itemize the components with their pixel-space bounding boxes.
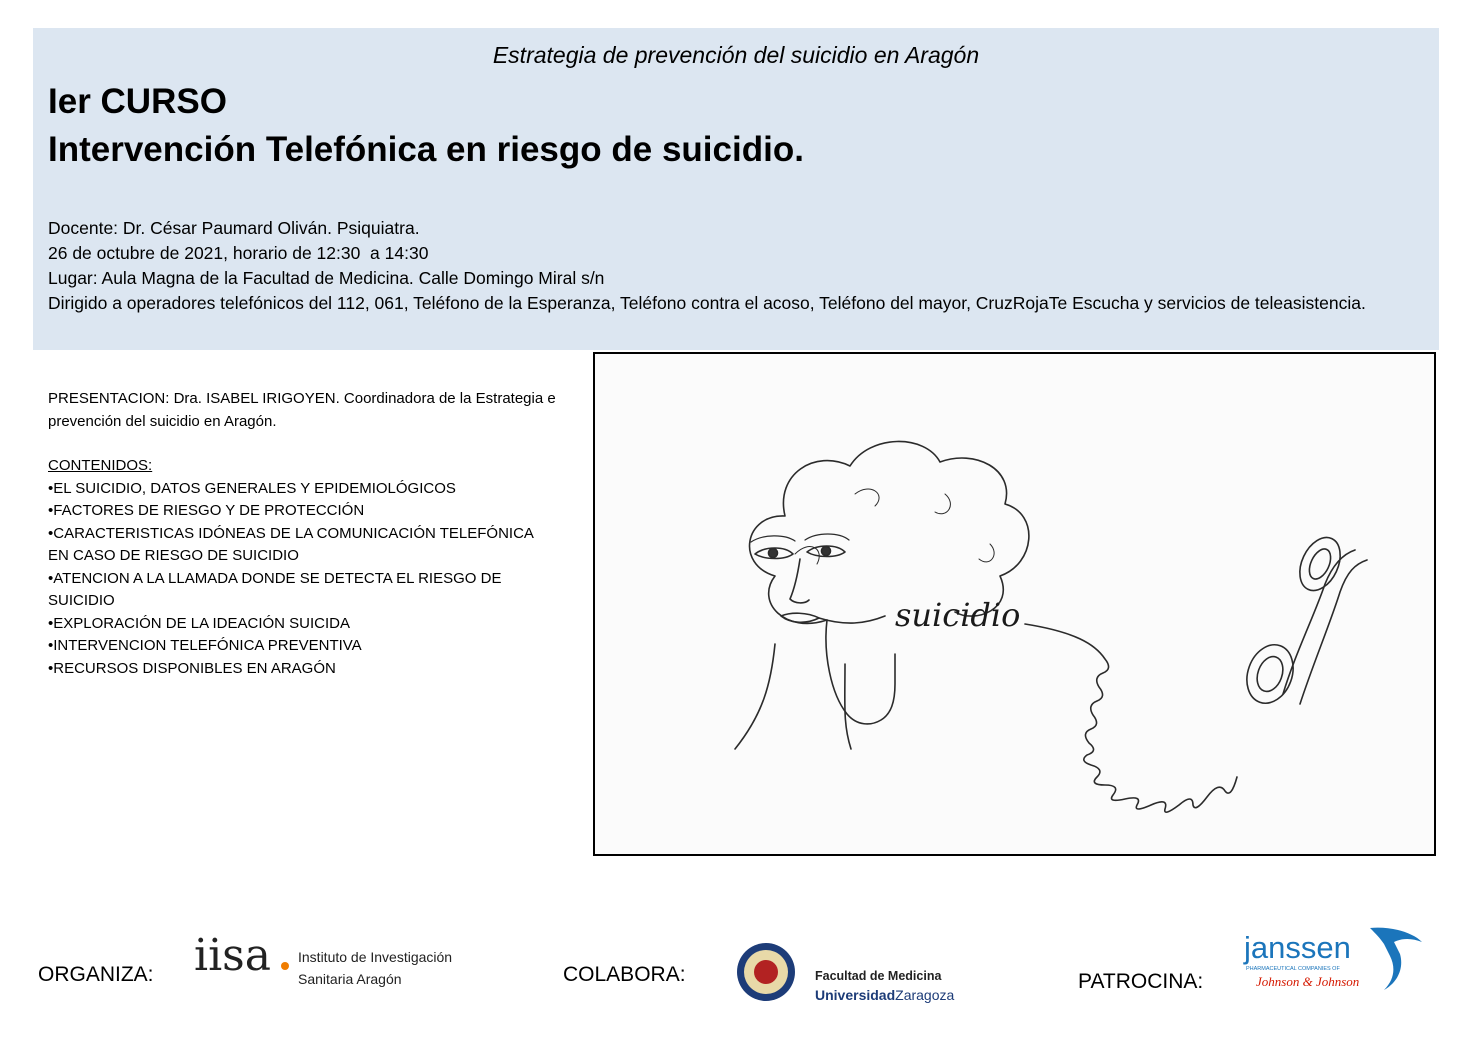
unizar-logo-mark <box>735 940 980 1004</box>
detail-date: 26 de octubre de 2021, horario de 12:30 a 14:30 <box>48 243 429 263</box>
neck <box>735 644 851 749</box>
contents-item: • FACTORES DE RIESGO Y DE PROTECCIÓN <box>48 500 558 523</box>
contents-item: • CARACTERISTICAS IDÓNEAS DE LA COMUNICACIÓN TELEFÓNICA EN CASO DE RIESGO DE SUICIDIO <box>48 523 558 568</box>
janssen-logo <box>1240 924 1430 996</box>
course-title <box>48 78 804 174</box>
mouth <box>781 613 819 622</box>
detail-audience: Dirigido a operadores telefónicos del 112, 061, Teléfono de la Esperanza, Teléfono contra el acoso, Teléfono del mayor, CruzRojaTe Escucha y servicios de teleasistencia. <box>48 293 1366 313</box>
program-section <box>48 388 558 680</box>
course-details <box>48 216 1418 316</box>
face-outline <box>826 620 895 724</box>
janssen-logo-mark <box>1240 924 1430 996</box>
contents-item: • EXPLORACIÓN DE LA IDEACIÓN SUICIDA <box>48 613 558 636</box>
illustration-word: suicidio <box>895 596 1021 634</box>
drawing-svg <box>595 354 1434 854</box>
course-title-line2: Intervención Telefónica en riesgo de suicidio. <box>48 130 804 169</box>
contents-item: • ATENCION A LA LLAMADA DONDE SE DETECTA EL RIESGO DE SUICIDIO <box>48 568 558 613</box>
contents-heading: CONTENIDOS: <box>48 457 153 474</box>
cord-start <box>819 616 885 623</box>
nose <box>790 559 809 603</box>
svg-text:iisa: iisa <box>194 930 271 981</box>
svg-text:Sanitaria Aragón: Sanitaria Aragón <box>298 971 402 987</box>
coiled-cord <box>1025 624 1237 812</box>
contents-item: • RECURSOS DISPONIBLES EN ARAGÓN <box>48 658 558 681</box>
detail-location: Lugar: Aula Magna de la Facultad de Medicina. Calle Domingo Miral s/n <box>48 268 605 288</box>
strategy-subtitle: Estrategia de prevención del suicidio en Aragón <box>492 42 980 68</box>
svg-text:Johnson & Johnson: Johnson & Johnson <box>1256 974 1360 989</box>
svg-text:Facultad de Medicina: Facultad de Medicina <box>815 969 942 983</box>
course-header <box>33 28 1439 350</box>
svg-text:UniversidadZaragoza: UniversidadZaragoza <box>815 987 955 1003</box>
contents-list <box>48 478 558 681</box>
unizar-logo <box>735 940 980 1004</box>
contents-item: • EL SUICIDIO, DATOS GENERALES Y EPIDEMIOLÓGICOS <box>48 478 558 501</box>
detail-teacher: Docente: Dr. César Paumard Oliván. Psiquiatra. <box>48 218 420 238</box>
contents-item: • INTERVENCION TELEFÓNICA PREVENTIVA <box>48 635 558 658</box>
patrocina-label: PATROCINA: <box>1078 970 1204 993</box>
organiza-label: ORGANIZA: <box>38 963 154 986</box>
svg-text:janssen: janssen <box>1244 930 1351 965</box>
colabora-label: COLABORA: <box>563 963 686 986</box>
iisa-logo-mark <box>192 908 452 1010</box>
svg-text:Instituto de Investigación: Instituto de Investigación <box>298 949 452 965</box>
iisa-logo <box>192 908 452 1010</box>
svg-text:PHARMACEUTICAL COMPANIES OF: PHARMACEUTICAL COMPANIES OF <box>1246 966 1340 972</box>
presentation-text: PRESENTACION: Dra. ISABEL IRIGOYEN. Coordinadora de la Estrategia e prevención del suicidio en Aragón. <box>48 390 556 430</box>
woman-telephone-illustration <box>593 352 1436 856</box>
course-title-line1: Ier CURSO <box>48 82 227 121</box>
